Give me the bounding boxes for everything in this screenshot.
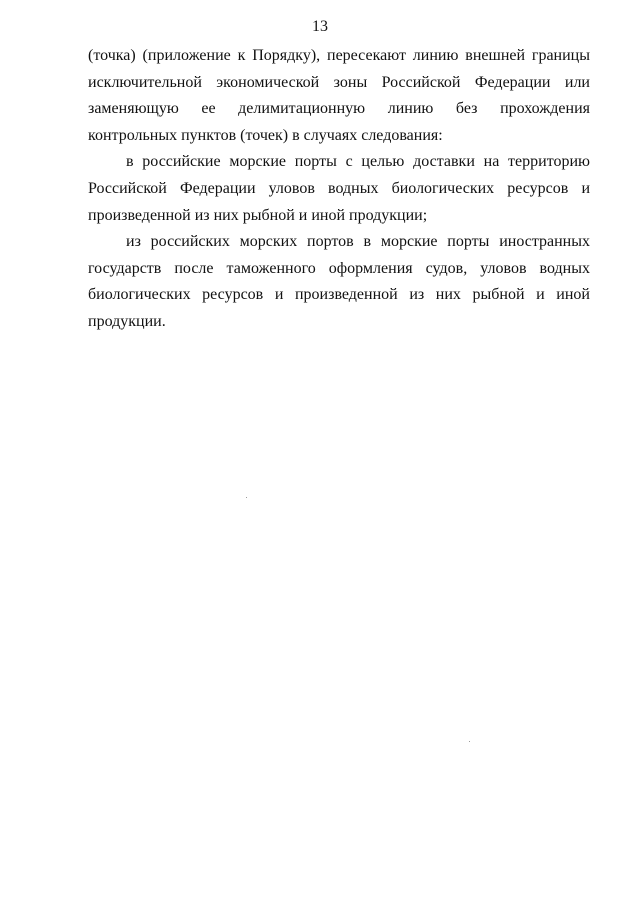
paragraph-continuation: (точка) (приложение к Порядку), пересекают линию внешней границы исключительной экономической зоны Российской Федерации или заменяющую ее делимитационную линию без прохождения контрольных пунктов (точек) в случаях следования:	[88, 47, 590, 144]
paragraph-russian-ports: в российские морские порты с целью доставки на территорию Российской Федерации уловов водных биологических ресурсов и произведенной из них рыбной и иной продукции;	[88, 153, 590, 224]
page-number: 13	[312, 18, 328, 35]
paragraph-foreign-ports: из российских морских портов в морские порты иностранных государств после таможенного оформления судов, уловов водных биологических ресурсов и произведенной из них рыбной и иной продукции.	[88, 233, 590, 330]
scan-speck	[469, 741, 470, 742]
scan-speck	[246, 497, 247, 498]
document-body	[88, 43, 590, 336]
